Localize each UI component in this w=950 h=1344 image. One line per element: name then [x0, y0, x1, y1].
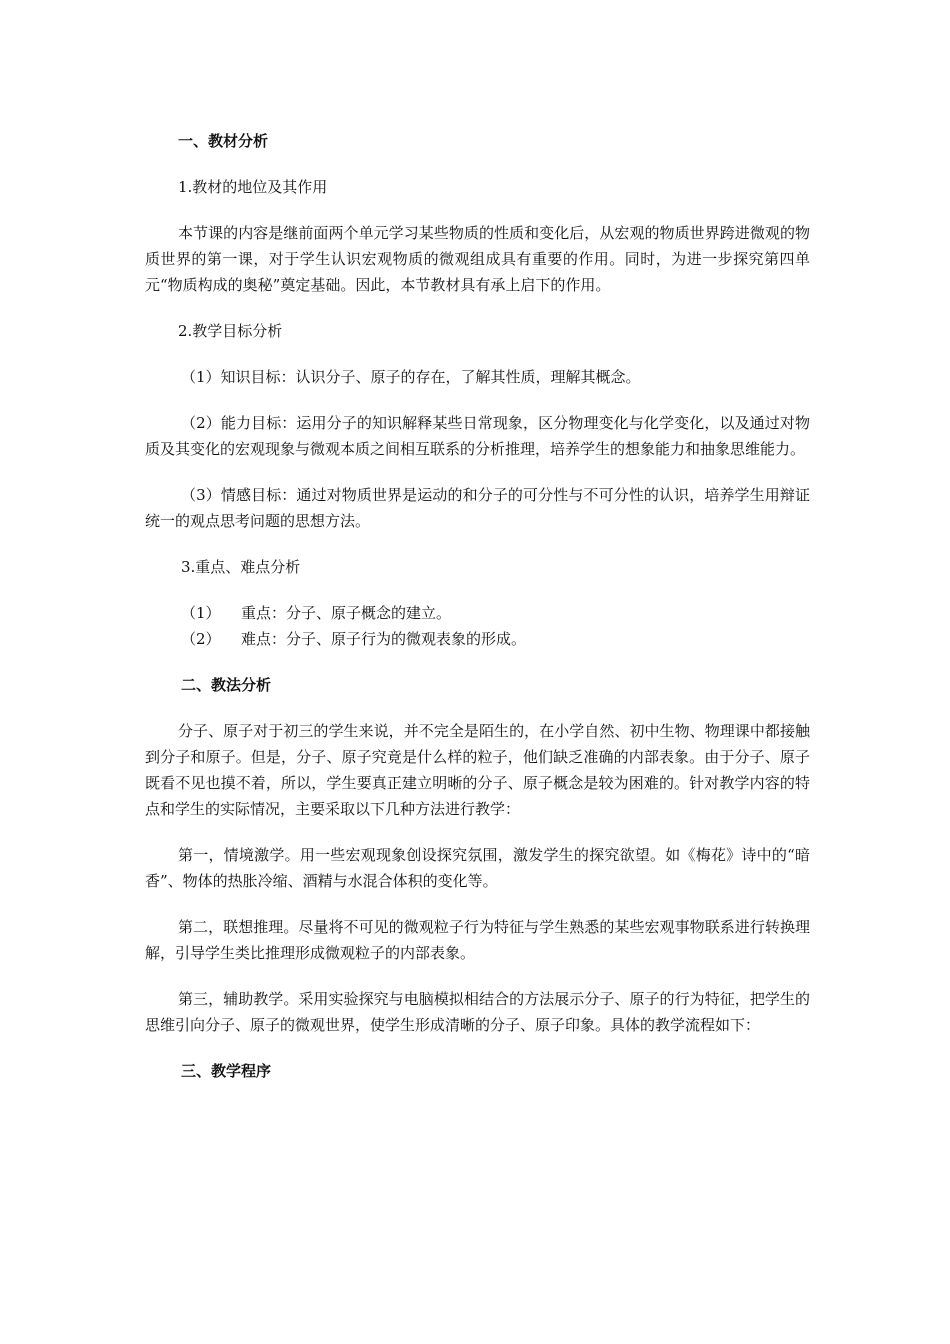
paragraph-methods-intro: 分子、原子对于初三的学生来说，并不完全是陌生的，在小学自然、初中生物、物理课中都接触到分子和原子。但是，分子、原子究竟是什么样的粒子，他们缺乏准确的内部表象。由于分子、原子既看不见也摸不着，所以，学生要真正建立明晰的分子、原子概念是较为困难的。针对教学内容的特点和学生的实际情况，主要采取以下几种方法进行教学：: [145, 722, 810, 818]
section-heading-textbook-analysis: 一、教材分析: [178, 132, 269, 150]
key-points-list: [145, 600, 810, 652]
paragraph-method-association: 第二，联想推理。尽量将不可见的微观粒子行为特征与学生熟悉的某些宏观事物联系进行转换理解，引导学生类比推理形成微观粒子的内部表象。: [145, 918, 810, 962]
paragraph-method-situation: 第一，情境激学。用一些宏观现象创设探究氛围，激发学生的探究欲望。如《梅花》诗中的“暗香”、物体的热胀冷缩、酒精与水混合体积的变化等。: [145, 846, 810, 890]
section-heading-teaching-methods: 二、教法分析: [181, 676, 272, 694]
document-body: [145, 128, 810, 1104]
list-item-text: 难点：分子、原子行为的微观表象的形成。: [241, 630, 527, 648]
list-item-number: （1）: [181, 604, 221, 622]
paragraph-method-assisted: 第三，辅助教学。采用实验探究与电脑模拟相结合的方法展示分子、原子的行为特征，把学生的思维引向分子、原子的微观世界，使学生形成清晰的分子、原子印象。具体的教学流程如下：: [145, 990, 810, 1034]
section-heading-teaching-procedure: 三、教学程序: [181, 1062, 272, 1080]
list-item-key-point: [145, 600, 810, 626]
list-item-text: 重点：分子、原子概念的建立。: [241, 604, 452, 622]
subheading-status-and-role: 1.教材的地位及其作用: [178, 178, 328, 196]
objective-knowledge: （1）知识目标：认识分子、原子的存在，了解其性质，理解其概念。: [181, 368, 641, 386]
list-item-difficult-point: [145, 626, 810, 652]
objective-ability: （2）能力目标：运用分子的知识解释某些日常现象，区分物理变化与化学变化，以及通过对物质及其变化的宏观现象与微观本质之间相互联系的分析推理，培养学生的想象能力和抽象思维能力。: [145, 414, 810, 458]
subheading-teaching-objectives: 2.教学目标分析: [178, 322, 283, 340]
paragraph-textbook-role: 本节课的内容是继前面两个单元学习某些物质的性质和变化后，从宏观的物质世界跨进微观的物质世界的第一课，对于学生认识宏观物质的微观组成具有重要的作用。同时，为进一步探究第四单元“物质构成的奥秘”奠定基础。因此，本节教材具有承上启下的作用。: [145, 224, 810, 294]
list-item-number: （2）: [181, 630, 221, 648]
objective-emotion: （3）情感目标：通过对物质世界是运动的和分子的可分性与不可分性的认识，培养学生用辩证统一的观点思考问题的思想方法。: [145, 486, 810, 530]
subheading-key-difficult-points: 3.重点、难点分析: [181, 558, 301, 576]
